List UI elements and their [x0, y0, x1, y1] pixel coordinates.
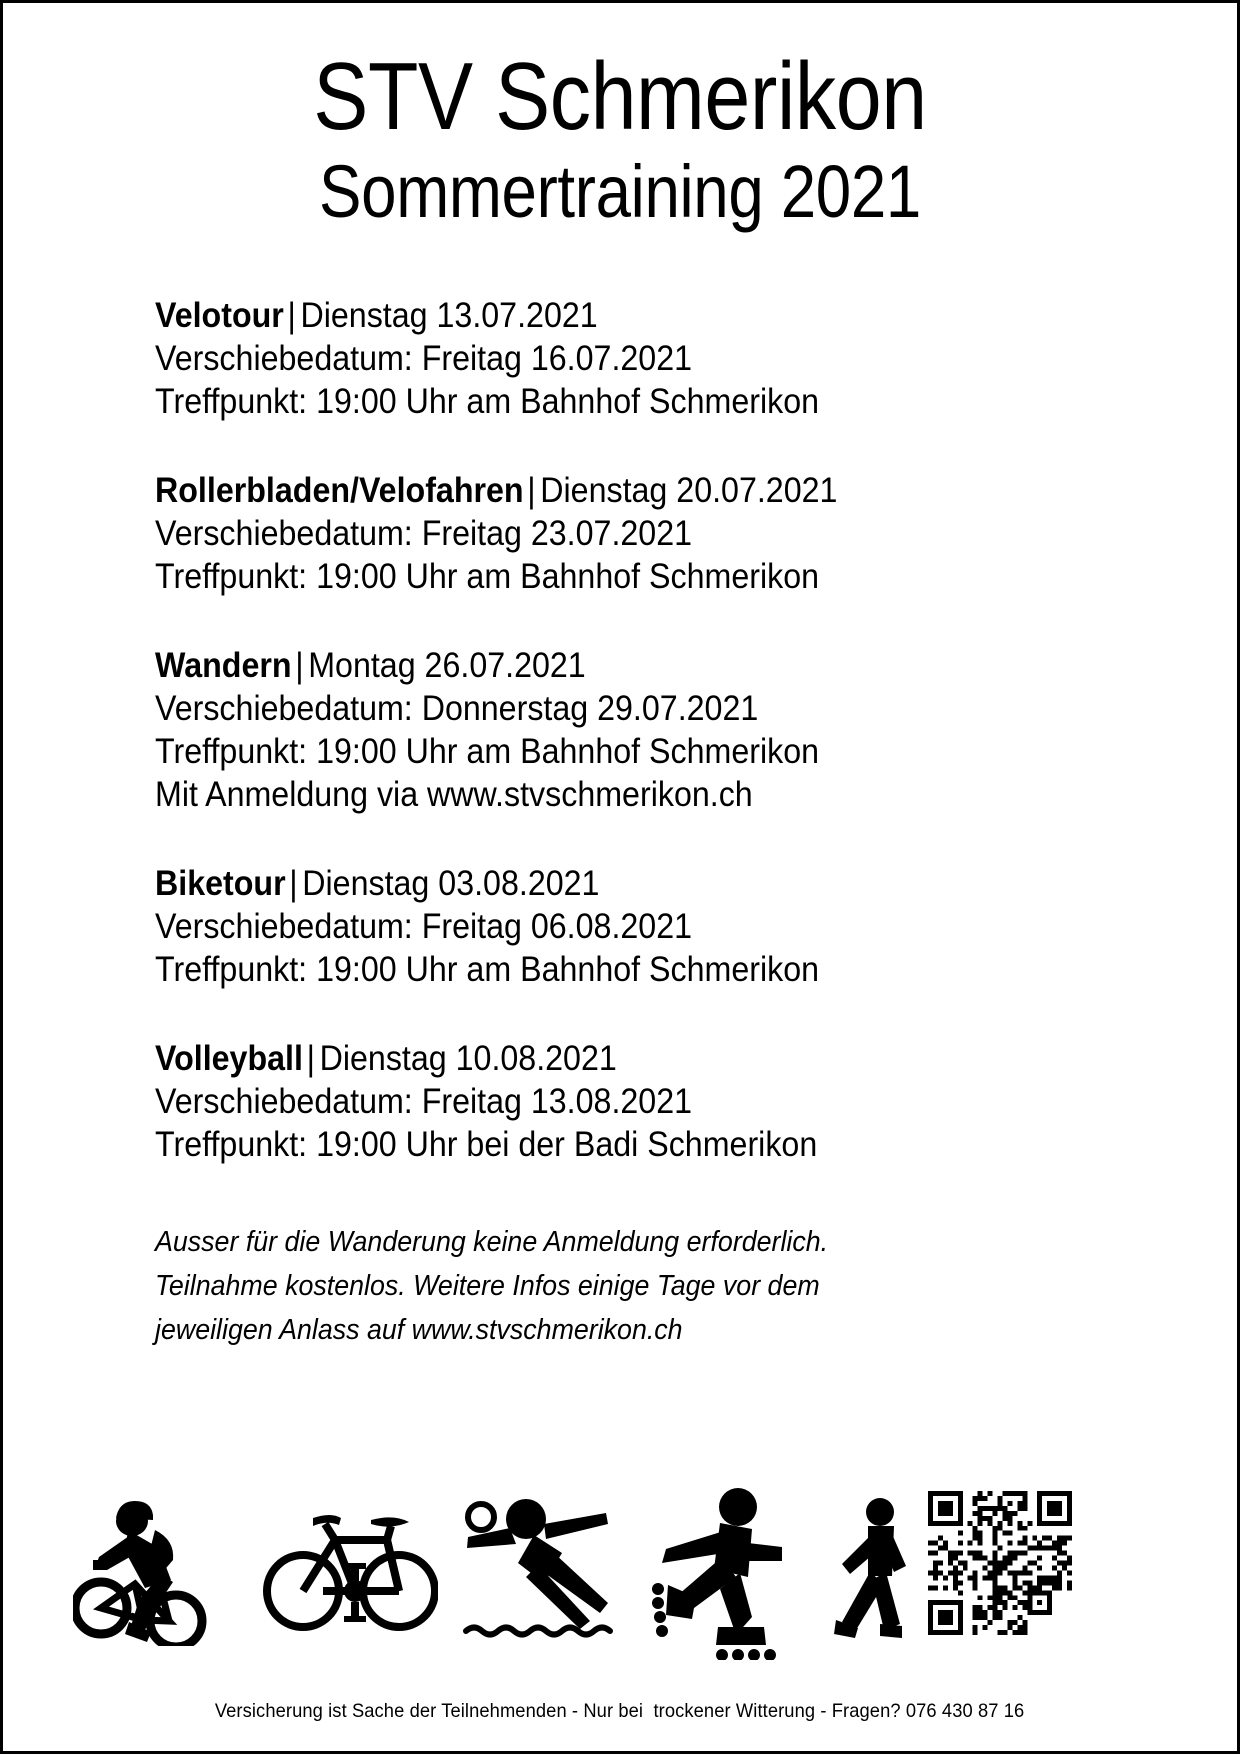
pictogram-row [63, 1475, 1197, 1665]
event-registration-note: Mit Anmeldung via www.stvschmerikon.ch [155, 774, 753, 814]
event-heading [155, 1037, 1114, 1080]
event-item [155, 1037, 1197, 1166]
poster-title-club: STV Schmerikon [313, 43, 927, 150]
event-meeting-point: Treffpunkt: 19:00 Uhr am Bahnhof Schmerikon [155, 731, 820, 771]
walking-person-icon [828, 1496, 918, 1651]
event-date: Dienstag 10.08.2021 [319, 1038, 617, 1078]
event-separator: | [527, 470, 536, 510]
event-item [155, 644, 1197, 816]
event-date: Dienstag 03.08.2021 [302, 863, 600, 903]
poster-title-subject: Sommertraining 2021 [319, 149, 921, 233]
event-alt-date: Verschiebedatum: Freitag 13.08.2021 [155, 1081, 693, 1121]
event-separator: | [306, 1038, 315, 1078]
notes-block [3, 1220, 1237, 1352]
event-alt-date: Verschiebedatum: Freitag 23.07.2021 [155, 513, 693, 553]
event-date: Dienstag 20.07.2021 [540, 470, 838, 510]
event-heading [155, 862, 1114, 905]
note-line: Ausser für die Wanderung keine Anmeldung erforderlich. [155, 1225, 829, 1258]
event-meeting-point: Treffpunkt: 19:00 Uhr bei der Badi Schmerikon [155, 1124, 818, 1164]
event-alt-date: Verschiebedatum: Freitag 06.08.2021 [155, 906, 693, 946]
event-alt-date: Verschiebedatum: Freitag 16.07.2021 [155, 338, 693, 378]
mountain-biker-icon [73, 1496, 208, 1651]
qr-code-icon[interactable] [928, 1491, 1072, 1635]
event-meeting-point: Treffpunkt: 19:00 Uhr am Bahnhof Schmerikon [155, 556, 820, 596]
event-name: Biketour [155, 863, 286, 903]
note-line: Teilnahme kostenlos. Weitere Infos einige Tage vor dem [155, 1269, 820, 1302]
note-line: jeweiligen Anlass auf www.stvschmerikon.ch [155, 1313, 683, 1346]
footer-text: Versicherung ist Sache der Teilnehmenden - Nur bei trockener Witterung - Fragen? 076 430 87 16 [215, 1700, 1025, 1722]
poster-header [3, 3, 1237, 232]
beach-volleyball-player-icon [458, 1491, 638, 1651]
bicycle-icon [263, 1506, 438, 1641]
event-heading [155, 294, 1114, 337]
event-separator: | [287, 295, 296, 335]
event-separator: | [295, 645, 304, 685]
inline-skater-icon [648, 1485, 798, 1665]
footer-disclaimer [3, 1699, 1237, 1723]
event-meeting-point: Treffpunkt: 19:00 Uhr am Bahnhof Schmerikon [155, 949, 820, 989]
event-heading [155, 469, 1114, 512]
event-list [3, 294, 1237, 1166]
event-name: Rollerbladen/Velofahren [155, 470, 524, 510]
event-name: Volleyball [155, 1038, 303, 1078]
event-name: Velotour [155, 295, 284, 335]
event-heading [155, 644, 1114, 687]
event-item [155, 469, 1197, 598]
event-name: Wandern [155, 645, 292, 685]
event-separator: | [289, 863, 298, 903]
event-item [155, 862, 1197, 991]
event-alt-date: Verschiebedatum: Donnerstag 29.07.2021 [155, 688, 759, 728]
event-date: Dienstag 13.07.2021 [300, 295, 598, 335]
event-date: Montag 26.07.2021 [308, 645, 586, 685]
event-meeting-point: Treffpunkt: 19:00 Uhr am Bahnhof Schmerikon [155, 381, 820, 421]
event-item [155, 294, 1197, 423]
